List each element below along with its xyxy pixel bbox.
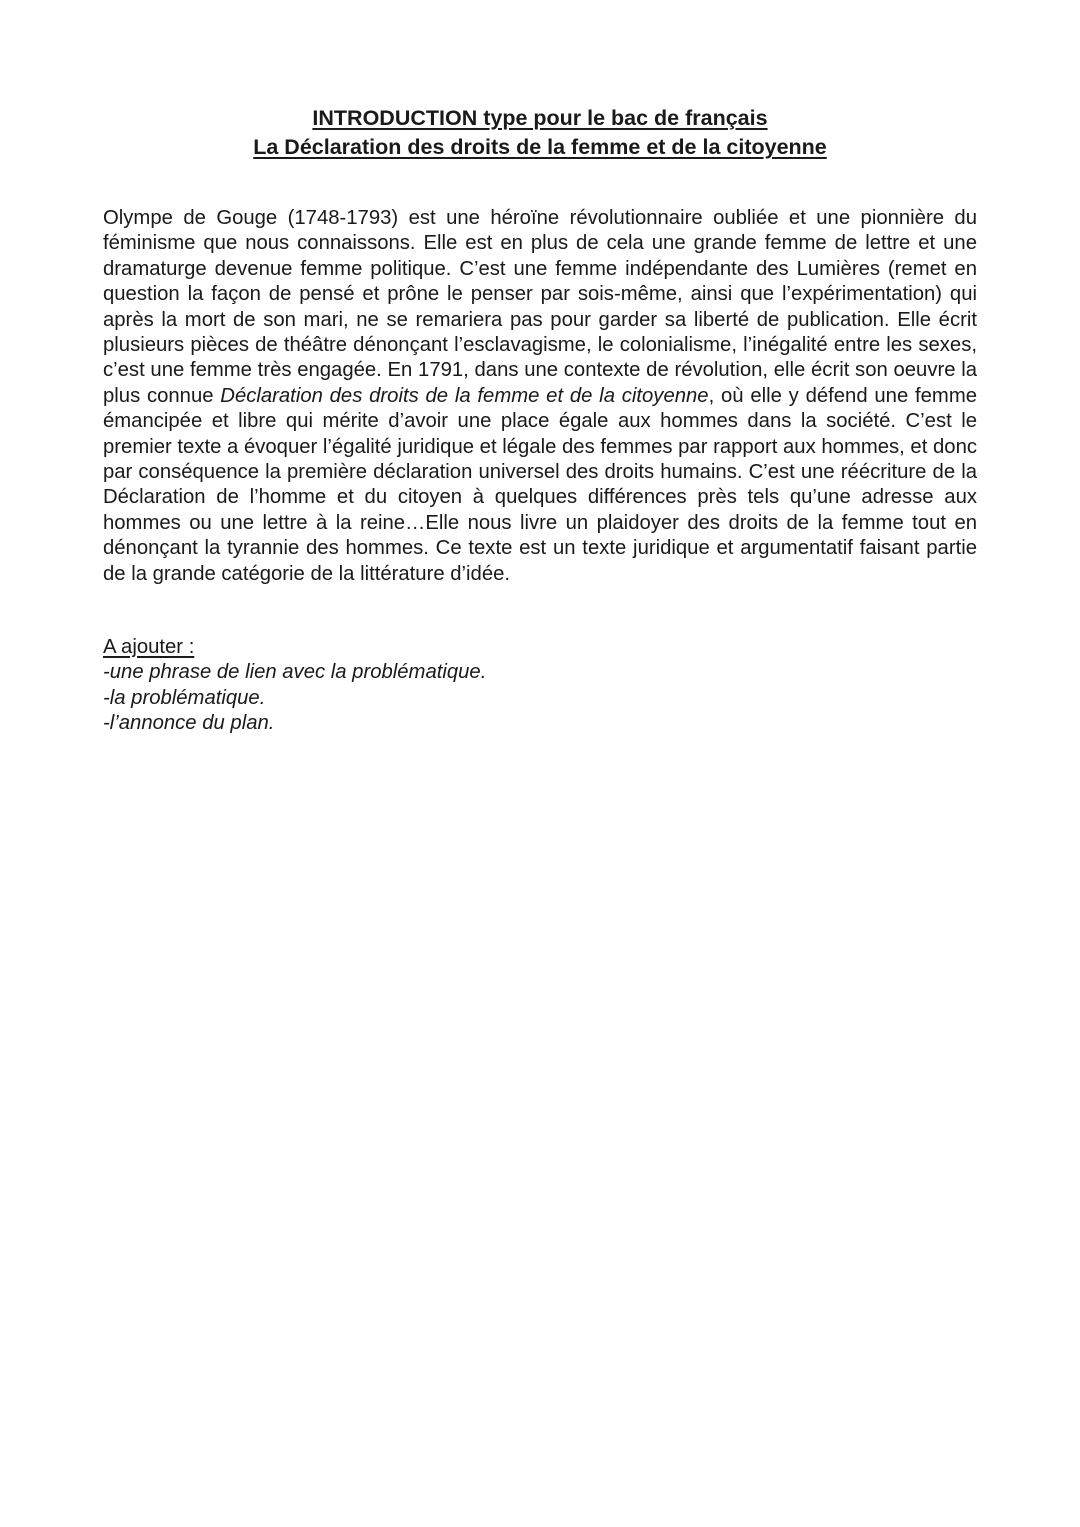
document-title	[0, 104, 1080, 162]
to-add-item: -la problématique.	[103, 686, 266, 709]
title-line-2: La Déclaration des droits de la femme et de la citoyenne	[253, 135, 827, 159]
introduction-paragraph	[103, 206, 977, 587]
title-line-1: INTRODUCTION type pour le bac de français	[312, 106, 768, 130]
to-add-heading: A ajouter :	[103, 636, 195, 658]
to-add-item: -une phrase de lien avec la problématique.	[103, 661, 487, 684]
paragraph-italic-title: Déclaration des droits de la femme et de la citoyenne	[220, 384, 709, 407]
to-add-section	[103, 635, 977, 737]
paragraph-part-2: , où elle y défend une femme émancipée et libre qui mérite d’avoir une place égale aux hommes dans la société. C’est le premier texte a évoquer l’égalité juridique et légale des femmes par rapport aux hommes, et donc par conséquence la première déclaration universel des droits humains. C’est une réécriture de la Déclaration de l’homme et du citoyen à quelques différences près tels qu’une adresse aux hommes ou une lettre à la reine…Elle nous livre un plaidoyer des droits de la femme tout en dénonçant la tyrannie des hommes. Ce texte est un texte juridique et argumentatif faisant partie de la grande catégorie de la littérature d’idée.	[103, 384, 977, 585]
to-add-item: -l’annonce du plan.	[103, 712, 275, 735]
paragraph-part-1: Olympe de Gouge (1748-1793) est une héroïne révolutionnaire oubliée et une pionnière du féminisme que nous connaissons. Elle est en plus de cela une grande femme de lettre et une dramaturge devenue femme politique. C’est une femme indépendante des Lumières (remet en question la façon de pensé et prône le penser par sois-même, ainsi que l’expérimentation) qui après la mort de son mari, ne se remariera pas pour garder sa liberté de publication. Elle écrit plusieurs pièces de théâtre dénonçant l’esclavagisme, le colonialisme, l’inégalité entre les sexes, c’est une femme très engagée. En 1791, dans une contexte de révolution, elle écrit son oeuvre la plus connue	[103, 207, 977, 407]
